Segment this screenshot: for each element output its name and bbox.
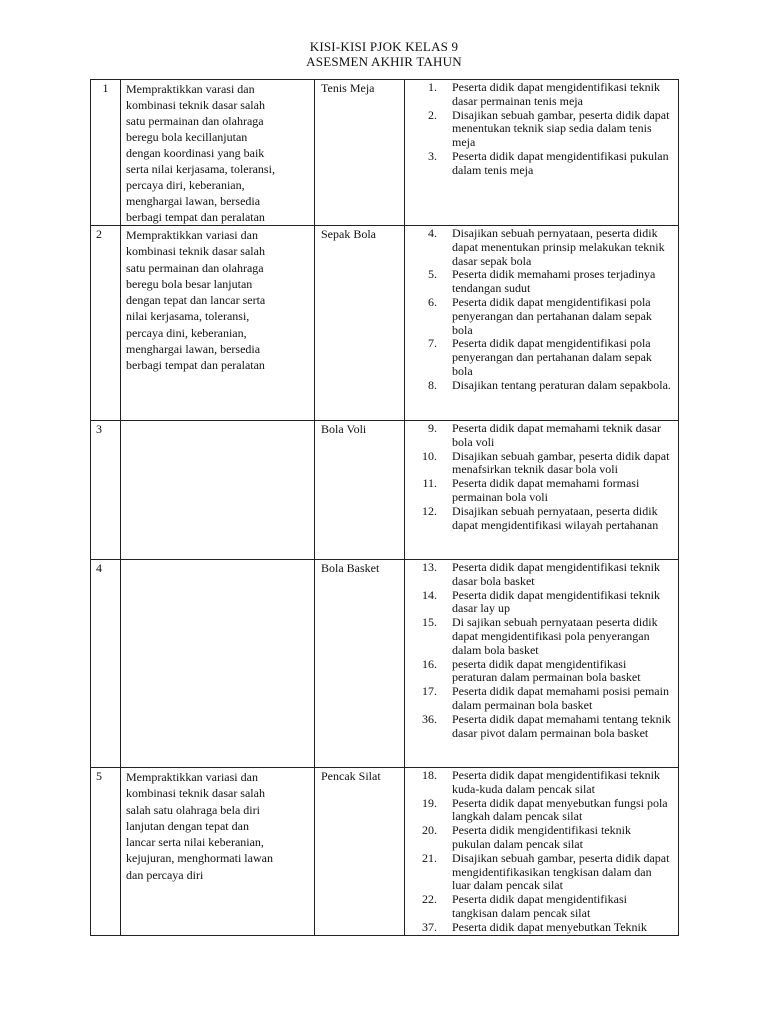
indikator-number: 6. [428,294,437,309]
table-row [91,226,679,421]
kd-line: dengan tepat dan lancar serta [126,293,266,308]
indikator-item [405,589,678,617]
kd-line: satu permainan dan olahraga [126,114,264,128]
table-row [91,80,679,226]
table-row [91,421,679,560]
indikator-number: 5. [428,267,437,282]
indikator-item [405,81,678,109]
kompetensi-dasar [121,560,315,768]
materi: Bola Voli [315,421,405,560]
indikator-number: 36. [422,711,437,726]
indikator-item [405,769,678,797]
indikator-text: Peserta didik dapat mengidentifikasi pola penyerangan dan pertahanan dalam sepak bola [452,336,652,378]
indikator-text: Peserta didik dapat mengidentifikasi tangkisan dalam pencak silat [452,892,627,920]
indikator-text: Peserta didik dapat menyebutkan Teknik [452,919,647,934]
indikator-text: Peserta didik dapat mengidentifikasi teknik dasar lay up [452,587,660,616]
kisi-kisi-table [90,79,679,936]
row-number: 4 [91,560,121,768]
indikator-item [405,337,678,378]
indikator-item [405,450,678,478]
indikator-text: Di sajikan sebuah pernyataan peserta didik dapat mengidentifikasi pola penyerangan dalam bola basket [452,615,658,657]
indikator-item [405,422,678,450]
kd-line: kejujuran, menghormati lawan [126,851,273,866]
indikator-number: 37. [422,919,437,934]
indikator-text: Peserta didik dapat menyebutkan fungsi pola langkah dalam pencak silat [452,795,668,824]
kd-line: satu permainan dan olahraga [126,260,264,275]
indikator-text: peserta didik dapat mengidentifikasi peraturan dalam permainan bola basket [452,656,641,685]
kd-line: berbagi tempat dan peralatan [126,210,265,224]
indikator-text: Peserta didik dapat memahami posisi pemain dalam permainan bola basket [452,684,669,712]
indikator-item [405,713,678,741]
indikator-list [405,768,679,936]
kd-line: percaya diri, keberanian, [126,178,245,192]
materi: Tenis Meja [315,80,405,226]
kompetensi-dasar [121,768,315,936]
kd-line: kombinasi teknik dasar salah [126,98,265,112]
indikator-number: 2. [428,107,437,122]
indikator-text: Disajikan tentang peraturan dalam sepakbola. [452,377,671,392]
kd-line: lanjutan dengan tepat dan [126,818,249,833]
indikator-number: 9. [428,421,437,435]
indikator-number: 15. [422,615,437,630]
indikator-item [405,477,678,505]
indikator-number: 20. [422,823,437,838]
kd-line: kombinasi teknik dasar salah [126,786,265,801]
kd-line: Mempraktikkan varasi dan [126,82,255,96]
indikator-item [405,109,678,150]
indikator-number: 10. [422,448,437,463]
indikator-text: Peserta didik dapat memahami tentang teknik dasar pivot dalam permainan bola basket [452,711,671,740]
indikator-item [405,824,678,852]
indikator-text: Peserta didik dapat mengidentifikasi teknik dasar permainan tenis meja [452,80,660,108]
indikator-item [405,658,678,686]
kd-line: salah satu olahraga bela diri [126,802,260,817]
indikator-item [405,685,678,713]
indikator-number: 16. [422,656,437,671]
indikator-number: 4. [428,226,437,240]
indikator-text: Peserta didik dapat mengidentifikasi teknik kuda-kuda dalam pencak silat [452,768,660,796]
indikator-item [405,296,678,337]
kompetensi-dasar [121,80,315,226]
kd-line: kombinasi teknik dasar salah [126,244,265,259]
indikator-number: 8. [428,377,437,392]
indikator-item [405,797,678,825]
indikator-number: 18. [422,768,437,782]
indikator-number: 7. [428,336,437,351]
indikator-item [405,921,678,935]
indikator-item [405,227,678,268]
row-number: 5 [91,768,121,936]
kompetensi-dasar [121,421,315,560]
indikator-text: Disajikan sebuah gambar, peserta didik dapat menentukan teknik siap sedia dalam tenis meja [452,107,670,150]
kd-line: Mempraktikkan variasi dan [126,770,258,784]
indikator-text: Peserta didik memahami proses terjadinya tendangan sudut [452,267,656,296]
indikator-list [405,226,679,421]
indikator-item [405,616,678,657]
kd-line: lancar serta nilai keberanian, [126,835,264,850]
indikator-text: Peserta didik dapat memahami formasi permainan bola voli [452,476,640,504]
kd-line: nilai kerjasama, toleransi, [126,309,250,324]
document-subtitle: ASESMEN AKHIR TAHUN [306,54,462,69]
kd-line: beregu bola kecillanjutan [126,130,248,144]
materi: Pencak Silat [315,768,405,936]
indikator-number: 1. [428,80,437,94]
indikator-number: 21. [422,850,437,865]
kompetensi-dasar [121,226,315,421]
indikator-text: Peserta didik dapat mengidentifikasi teknik dasar bola basket [452,560,660,588]
indikator-text: Peserta didik dapat mengidentifikasi pukulan dalam tenis meja [452,148,669,177]
indikator-item [405,150,678,178]
row-number: 1 [91,80,121,226]
indikator-number: 12. [422,503,437,518]
indikator-item [405,505,678,533]
indikator-number: 22. [422,892,437,907]
indikator-number: 17. [422,684,437,699]
indikator-number: 13. [422,560,437,574]
indikator-item [405,893,678,921]
kd-line: dengan koordinasi yang baik [126,146,265,160]
document-title: KISI-KISI PJOK KELAS 9 [309,39,459,54]
row-number: 2 [91,226,121,421]
indikator-list [405,80,679,226]
indikator-list [405,560,679,768]
indikator-text: Disajikan sebuah pernyataan, peserta didik dapat mengidentifikasi wilayah pertahanan [452,503,659,532]
kd-line: Mempraktikkan variasi dan [126,228,258,242]
kd-line: berbagi tempat dan peralatan [126,358,265,373]
indikator-text: Peserta didik mengidentifikasi teknik pukulan dalam pencak silat [452,823,631,851]
kd-line: serta nilai kerjasama, toleransi, [126,162,275,176]
indikator-number: 14. [422,587,437,602]
indikator-number: 3. [428,148,437,163]
kd-line: menghargai lawan, bersedia [126,342,261,357]
indikator-item [405,268,678,296]
materi: Bola Basket [315,560,405,768]
indikator-text: Peserta didik dapat mengidentifikasi pola penyerangan dan pertahanan dalam sepak bola [452,294,652,337]
indikator-number: 11. [422,476,437,491]
indikator-item [405,852,678,893]
indikator-text: Peserta didik dapat memahami teknik dasar bola voli [452,421,661,449]
indikator-item [405,561,678,589]
indikator-number: 19. [422,795,437,810]
indikator-text: Disajikan sebuah gambar, peserta didik dapat menafsirkan teknik dasar bola voli [452,448,670,477]
kd-line: dan percaya diri [126,867,204,882]
kd-line: percaya dini, keberanian, [126,325,247,340]
row-number: 3 [91,421,121,560]
table-row [91,560,679,768]
indikator-item [405,379,678,393]
table-row [91,768,679,936]
kd-line: beregu bola besar lanjutan [126,276,253,291]
indikator-text: Disajikan sebuah pernyataan, peserta didik dapat menentukan prinsip melakukan teknik dasar sepak bola [452,226,665,268]
indikator-text: Disajikan sebuah gambar, peserta didik dapat mengidentifikasikan tengkisan dalam dan luar dalam pencak silat [452,850,670,893]
kd-line: menghargai lawan, bersedia [126,194,261,208]
materi: Sepak Bola [315,226,405,421]
indikator-list [405,421,679,560]
